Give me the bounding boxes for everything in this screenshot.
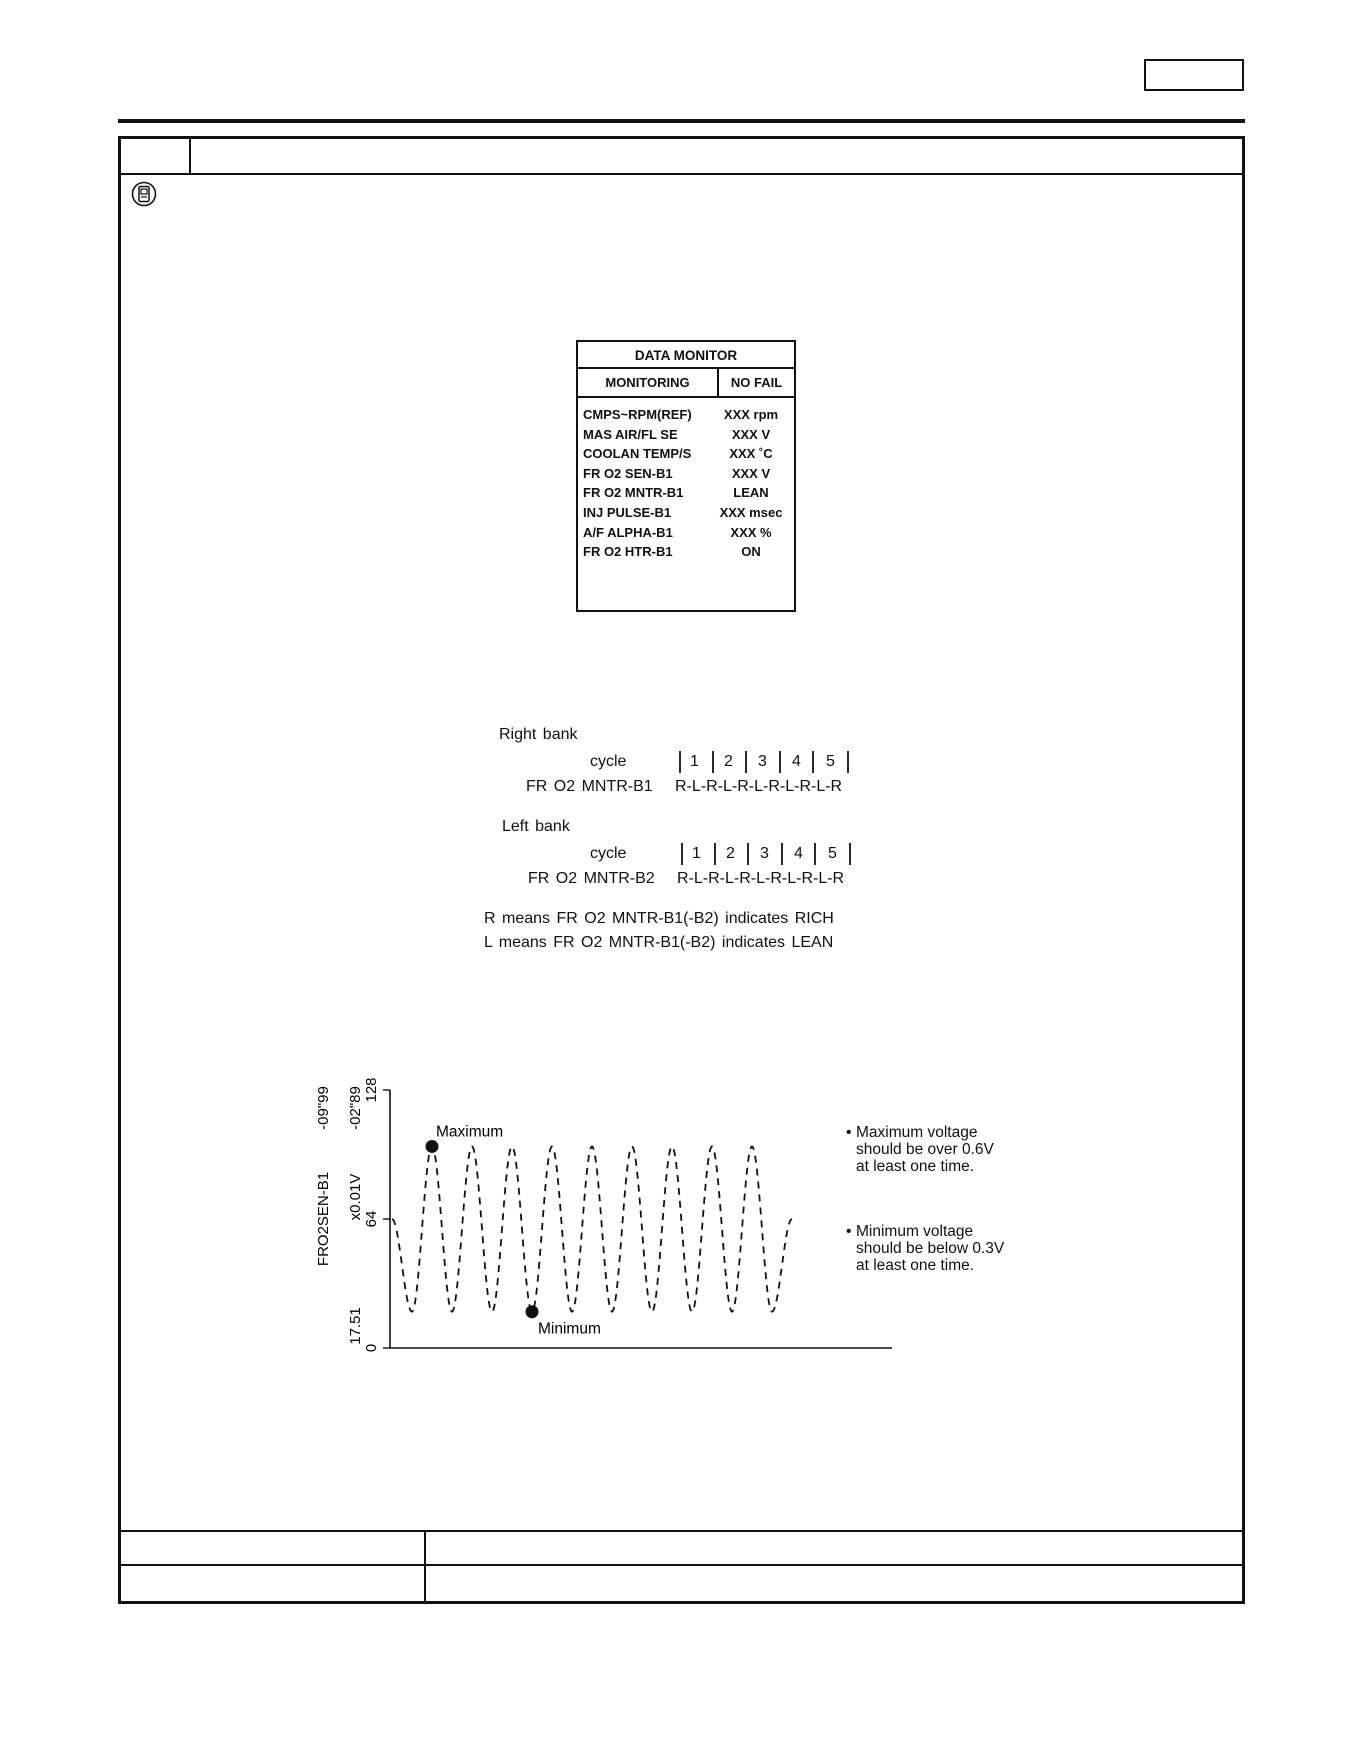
- left-bank-heading: Left bank: [502, 818, 570, 835]
- left-bank-cycle-4: 4: [794, 845, 803, 862]
- monitor-row: [583, 425, 793, 445]
- front-o2-sensor-waveform-chart: [300, 1070, 920, 1370]
- header-rule: [118, 119, 1245, 123]
- right-bank-monitor-label: FR O2 MNTR-B1: [526, 778, 653, 795]
- monitor-item-name: INJ PULSE-B1: [583, 504, 672, 520]
- maximum-label: Maximum: [436, 1123, 504, 1141]
- y-axis-unit: x0.01V: [347, 1173, 364, 1221]
- monitor-item-name: A/F ALPHA-B1: [583, 524, 673, 540]
- page-number-box: [1144, 59, 1244, 91]
- monitor-item-name: FR O2 SEN-B1: [583, 465, 673, 481]
- footer-rule-lower: [118, 1564, 1245, 1566]
- data-monitor-status-bar: [578, 369, 794, 398]
- monitor-row: [583, 405, 793, 425]
- monitoring-tab: MONITORING: [578, 369, 719, 396]
- monitor-item-value: XXX msec: [719, 504, 783, 520]
- monitor-row: [583, 523, 793, 543]
- frame-header-divider: [189, 136, 191, 174]
- y-axis-title: FRO2SEN-B1: [315, 1171, 332, 1267]
- max-voltage-note-line-1: Maximum voltage: [856, 1124, 978, 1141]
- left-bank-sequence: R-L-R-L-R-L-R-L-R-L-R: [677, 870, 845, 887]
- monitor-item-name: CMPS~RPM(REF): [583, 407, 692, 422]
- footer-rule-upper: [118, 1530, 1245, 1532]
- monitor-item-value: ON: [741, 544, 761, 560]
- min-voltage-note-line-2: should be below 0.3V: [856, 1240, 1005, 1257]
- y-secondary-tick-label: -02"89: [347, 1086, 364, 1130]
- monitor-item-value: XXX rpm: [723, 407, 779, 422]
- y-secondary-tick-label: -09"99: [315, 1086, 332, 1130]
- minimum-label: Minimum: [538, 1320, 601, 1338]
- left-bank-monitor-label: FR O2 MNTR-B2: [528, 870, 655, 887]
- monitor-item-value: XXX ˚C: [729, 446, 773, 462]
- min-note-bullet: •: [846, 1223, 852, 1240]
- data-monitor-title: DATA MONITOR: [578, 342, 794, 369]
- left-bank-cycle-3: 3: [760, 845, 769, 862]
- monitor-item-name: FR O2 HTR-B1: [583, 544, 673, 560]
- y-tick-label: 0: [363, 1343, 380, 1353]
- right-bank-cycle-3: 3: [758, 753, 767, 770]
- right-bank-heading: Right bank: [499, 726, 578, 743]
- minimum-point: [526, 1305, 539, 1318]
- max-note-bullet: •: [846, 1124, 852, 1141]
- min-voltage-note-line-1: Minimum voltage: [856, 1223, 974, 1240]
- right-bank-sequence: R-L-R-L-R-L-R-L-R-L-R: [675, 778, 843, 795]
- monitor-row: [583, 542, 793, 562]
- consult-tester-icon: [131, 181, 157, 207]
- chart-series: [392, 1146, 792, 1311]
- monitor-item-value: XXX %: [730, 524, 772, 540]
- o2-sensor-waveform-line: [392, 1146, 792, 1311]
- chart-annotations: [426, 1123, 601, 1337]
- monitor-item-name: MAS AIR/FL SE: [583, 426, 678, 442]
- maximum-point: [426, 1140, 439, 1153]
- monitor-row: [583, 503, 793, 523]
- y-secondary-tick-label: 17.51: [347, 1307, 364, 1345]
- left-bank-cycle-label: cycle: [590, 845, 627, 862]
- left-bank-cycle-1: 1: [692, 845, 701, 862]
- left-bank-cycle-5: 5: [828, 845, 837, 862]
- frame-header-rule: [118, 173, 1245, 175]
- right-bank-cycle-4: 4: [792, 753, 801, 770]
- right-bank-cycle-1: 1: [690, 753, 699, 770]
- right-bank-cycle-5: 5: [826, 753, 835, 770]
- min-voltage-note-line-3: at least one time.: [856, 1257, 975, 1274]
- right-bank-cycle-2: 2: [724, 753, 733, 770]
- right-bank-cycle-label: cycle: [590, 753, 627, 770]
- monitor-row: [583, 444, 793, 464]
- rich-note: R means FR O2 MNTR-B1(-B2) indicates RICH: [484, 910, 834, 927]
- data-monitor-screen: [576, 340, 796, 612]
- monitor-item-name: FR O2 MNTR-B1: [583, 485, 684, 501]
- chart-y-ticks: [315, 1077, 390, 1352]
- monitor-row: [583, 464, 793, 484]
- y-tick-label: 64: [363, 1210, 380, 1228]
- left-bank-cycle-2: 2: [726, 845, 735, 862]
- footer-divider: [424, 1530, 426, 1602]
- monitor-item-value: XXX V: [731, 465, 771, 481]
- monitor-row: [583, 483, 793, 503]
- monitor-item-name: COOLAN TEMP/S: [583, 446, 692, 462]
- y-tick-label: 128: [363, 1077, 380, 1103]
- lean-note: L means FR O2 MNTR-B1(-B2) indicates LEAN: [484, 934, 834, 951]
- monitor-item-list: [583, 405, 793, 562]
- no-fail-tab: NO FAIL: [730, 375, 783, 390]
- max-voltage-note-line-2: should be over 0.6V: [856, 1141, 994, 1158]
- max-voltage-note-line-3: at least one time.: [856, 1158, 975, 1175]
- monitor-item-value: XXX V: [731, 426, 771, 442]
- monitor-item-value: LEAN: [733, 485, 769, 501]
